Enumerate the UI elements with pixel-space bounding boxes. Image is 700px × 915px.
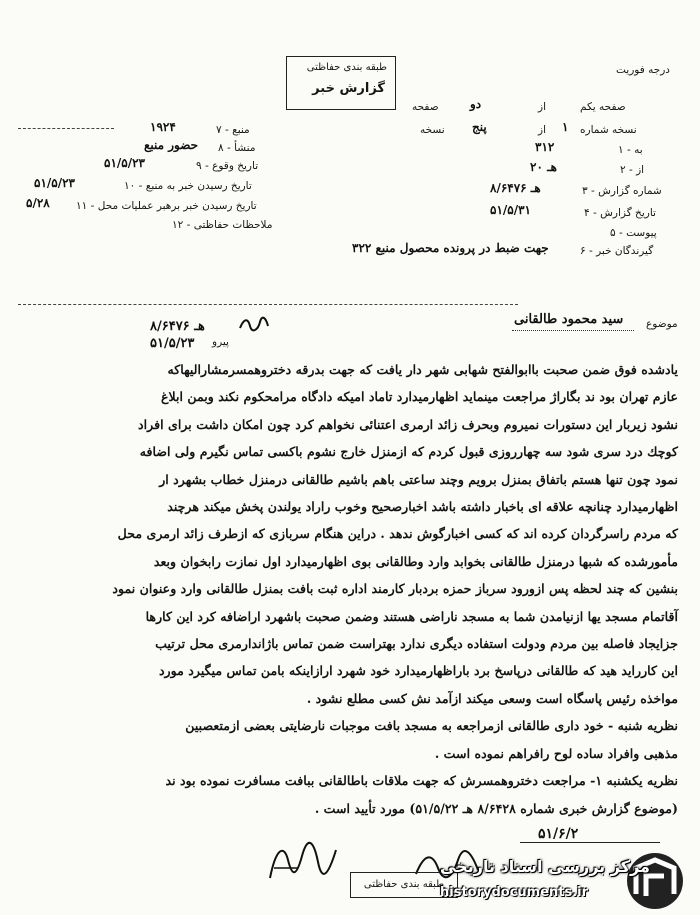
field-11-value: ۵/۲۸ — [26, 196, 50, 210]
page-word: صفحه — [412, 101, 439, 113]
field-4-label: ۴ - تاریخ گزارش — [584, 207, 656, 219]
field-6-value: ۳۲۲ جهت ضبط در پرونده محصول منبع — [352, 241, 549, 255]
body-line: نشود زیربار این دستورات نمیروم وبحرف زائد ارمری اعتنائی نخواهم کرد چون امکان داشت برای افراد — [138, 416, 678, 432]
report-body — [38, 356, 678, 822]
page-label: صفحه یکم — [580, 101, 626, 113]
field-1-label: ۱ - به — [618, 144, 643, 156]
field-8-label: ۸ - منشأ — [218, 142, 256, 154]
watermark-url: historydocuments.ir — [440, 885, 589, 900]
classification-label: طبقه بندی حفاظتی — [306, 62, 387, 73]
body-line: جزایجاد فاصله بین مردم ودولت استفاده دیگری ندارد بهتراست ضمن تماس باژاندارمری محل ترتیب — [155, 636, 678, 652]
field-9-label: ۹ - تاریخ وقوع — [196, 160, 259, 172]
field-7-value: ۱۹۲۴ — [150, 120, 176, 134]
body-line: که مردم راسرگردان کرده اند که کسی اخبارگوش ندهد . دراین هنگام سربازی که ازطرف زائد ارمری محل — [117, 526, 678, 542]
date-underline — [520, 842, 660, 843]
body-line: مذهبی وافراد ساده لوح رافراهم نموده است . — [434, 745, 678, 761]
stamp-scribble-icon — [238, 316, 270, 332]
field-1-value: ۳۱۲ — [535, 140, 555, 154]
copy-total: پنج — [472, 120, 487, 134]
field-2-value: ۲۰ هـ — [530, 160, 557, 174]
copy-word: نسخه — [420, 124, 445, 136]
followup-label: پیرو — [212, 336, 229, 348]
watermark-title: مرکز بررسی اسناد تاریخی — [440, 857, 650, 876]
followup-number: ۸/۶۴۷۶ هـ — [150, 319, 205, 334]
field-12-label: ۱۲ - ملاحظات حفاظتی — [172, 219, 273, 231]
page-of: از — [538, 101, 546, 113]
footer-classification-label: طبقه بندی حفاظتی — [363, 879, 445, 890]
body-line: آقاتمام مسجد یها ازنیامدن شما به مسجد ناراضی هستند وضمن صحبت باشهرد اراضافه کرد این کارها — [145, 608, 678, 624]
subject-value: سید محمود طالقانی — [514, 312, 624, 327]
field-3-value: ۸/۶۴۷۶ هـ — [490, 181, 541, 195]
field-11-label: ۱۱ - تاریخ رسیدن خبر برهبر عملیات محل — [76, 200, 257, 212]
field-9-value: ۵۱/۵/۲۳ — [104, 156, 145, 170]
copy-label: نسخه شماره — [580, 124, 637, 136]
field-7-label: ۷ - منبع — [216, 124, 250, 136]
body-line: نظریه یکشنبه ۱- مراجعت دختروهمسرش که جهت ملاقات باطالقانی ببافت مسافرت نموده بود ند — [165, 773, 678, 789]
body-line: اظهارمیدارد چنانچه علاقه ای باخبار داشته باشد اخبارصحیح وخوب راراد یولندن پخش میکند هرچند — [167, 499, 678, 515]
field-10-value: ۵۱/۵/۲۳ — [34, 176, 75, 190]
body-line: بنشین که چند لحظه پس ازورود سرباز حمزه بردبار کارمند اداره ثبت بافت بمنزل طالقانی وارد وعنوان نمود — [112, 581, 678, 597]
body-line: (موضوع گزارش خبری شماره ۸/۶۴۲۸ هـ ۵۱/۵/۲۲) مورد تأیید است . — [314, 800, 678, 816]
handwritten-date: ۵۱/۶/۲ — [538, 826, 579, 842]
subject-label: موضوع — [646, 318, 678, 330]
body-line: کوچك درد سری شود سه چهارروزی قبول کردم که ازمنزل خارج نشوم باکسی تماس نگیرم ولی اضافه — [139, 444, 678, 460]
subject-underline — [512, 330, 634, 331]
field-5-label: ۵ - پیوست — [610, 227, 657, 239]
page-total: دو — [470, 97, 482, 111]
body-line: یادشده فوق ضمن صحبت باابوالفتح شهابی شهر دار یافت که جهت بدرقه دختروهمسرمشارالیهاکه — [167, 362, 678, 377]
followup-date: ۵۱/۵/۲۳ — [150, 336, 195, 351]
body-line: عازم تهران بود ند بگاراژ مراجعت مینماید اظهارمیدارد تاماد امیکه دادگاه مرامحکوم نکند وبمن ابلاغ — [160, 389, 678, 405]
copy-of: از — [538, 124, 546, 136]
body-line: نظریه شنبه - خود داری طالقانی ازمراجعه به مسجد بافت موجبات نارضایتی بعضی ازمتعصبین — [185, 718, 678, 734]
body-line: نمود چون تنها هستم باتفاق بمنزل برویم وچند ساعتی باهم باشیم طالقانی درمنزل خطاب بشهرد ار — [159, 471, 678, 487]
body-line: مأمورشده که شبها درمنزل طالقانی بخوابد وارد وطالقانی بوی اظهارمیدارد اول نمازت رابخوان وبعد — [153, 553, 678, 569]
priority-label: درجه فوریت — [616, 64, 670, 76]
classification-box — [286, 56, 396, 110]
field-2-label: ۲ - از — [620, 164, 645, 176]
copy-number: ۱ — [562, 120, 569, 134]
body-line: مواخذه رئیس پاسگاه است وسعی میکند ازآمد نش کسی مطلع نشود . — [306, 690, 678, 706]
separator — [18, 128, 114, 129]
separator — [18, 304, 518, 305]
field-8-value: حضور منبع — [144, 138, 199, 152]
field-3-label: ۳ - شماره گزارش — [582, 185, 662, 197]
field-4-value: ۵۱/۵/۳۱ — [490, 203, 531, 217]
field-6-label: ۶ - گیرندگان خبر — [580, 245, 654, 257]
form-title: گزارش خبر — [312, 81, 385, 96]
body-line: این کارراید هید که طالقانی درپاسخ برد باراظهارمیدارد خود شهرد ارازاینکه بامن تماس میگیرد مورد — [158, 663, 678, 679]
field-10-label: ۱۰ - تاریخ رسیدن خبر به منبع — [124, 180, 252, 192]
signature-icon — [262, 838, 342, 884]
